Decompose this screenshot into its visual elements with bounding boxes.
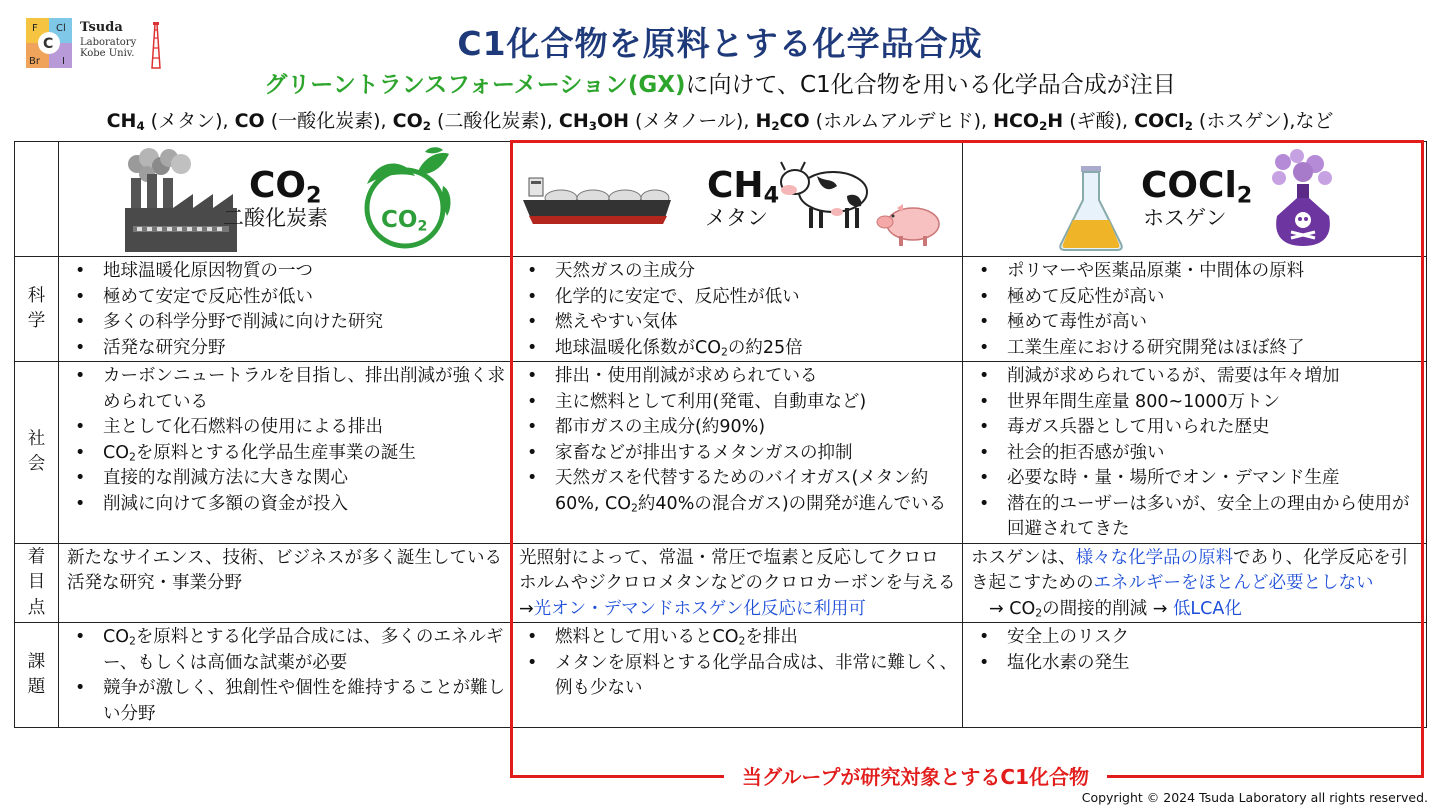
formula-sub: 2: [771, 118, 780, 133]
pig-icon: [875, 200, 945, 248]
cell-focus-co2: [59, 543, 511, 623]
row-society: [15, 362, 1427, 544]
cow-icon: [777, 152, 873, 232]
tile-i: I: [62, 56, 65, 67]
list-item: • 社会的拒否感が強い: [979, 441, 1422, 467]
list-item: • $CO_2$を原料とする化学品合成には、多くのエネルギー、もしくは高価な試薬が必要: [75, 625, 506, 676]
cell-issues-ch4: [511, 623, 963, 728]
logo-line2: Laboratory: [80, 37, 137, 48]
list-item: • 地球温暖化係数が$CO_2$の約25倍: [527, 336, 958, 362]
cell-issues-cocl2: [963, 623, 1427, 728]
formula-name: (一酸化炭素),: [264, 110, 393, 132]
list-item: • 天然ガスを代替するためのバイオガス(メタン約60%, $CO_2$約40%の混合ガス)の開発が進んでいる: [527, 466, 958, 517]
list-item: • 極めて安定で反応性が低い: [75, 285, 506, 311]
formula-sub: 3: [588, 118, 597, 133]
list-item: • 潜在的ユーザーは多いが、安全上の理由から使用が回避されてきた: [979, 492, 1422, 543]
list-item: • 直接的な削減方法に大きな関心: [75, 466, 506, 492]
formula-ch3oh: CH: [558, 110, 589, 132]
list-item: • 都市ガスの主成分(約90%): [527, 415, 958, 441]
formula-hco2h-tail: H: [1047, 110, 1064, 132]
column-header-cocl2: [963, 142, 1427, 257]
focus-cocl2-highlight-3: 低LCA化: [1172, 598, 1242, 619]
list-item: • 地球温暖化原因物質の一つ: [75, 259, 506, 285]
formula-ch4: CH: [106, 110, 137, 132]
list-item: • 主として化石燃料の使用による排出: [75, 415, 506, 441]
list-item: • メタンを原料とする化学品合成は、非常に難しく、例も少ない: [527, 651, 958, 702]
list-item: • 家畜などが排出するメタンガスの抑制: [527, 441, 958, 467]
formula-sub: 2: [1184, 118, 1193, 133]
formula-name: (ギ酸),: [1063, 110, 1135, 132]
cell-science-co2: [59, 257, 511, 362]
list-item: • 極めて反応性が高い: [979, 285, 1422, 311]
focus-ch4-highlight: 光オン・デマンドホスゲン化反応に利用可: [533, 598, 866, 619]
tile-f: F: [32, 23, 38, 34]
column-header-ch4: [511, 142, 963, 257]
cell-issues-co2: [59, 623, 511, 728]
cell-society-co2: [59, 362, 511, 544]
cell-focus-ch4: [511, 543, 963, 623]
cell-focus-cocl2: [963, 543, 1427, 623]
list-item: • 燃えやすい気体: [527, 310, 958, 336]
list-item: • 必要な時・量・場所でオン・デマンド生産: [979, 466, 1422, 492]
comparison-table: [14, 141, 1427, 728]
cell-science-ch4: [511, 257, 963, 362]
list-item: • 極めて毒性が高い: [979, 310, 1422, 336]
co2-badge-text: $CO_2$: [381, 207, 428, 235]
list-item: • ポリマーや医薬品原薬・中間体の原料: [979, 259, 1422, 285]
lng-tanker-icon: [521, 174, 673, 230]
formula-sub: 4: [136, 118, 145, 133]
row-label-science: 科 学: [15, 257, 59, 362]
row-focus: [15, 543, 1427, 623]
list-item: • $CO_2$を原料とする化学品生産事業の誕生: [75, 441, 506, 467]
row-science: [15, 257, 1427, 362]
cell-society-ch4: [511, 362, 963, 544]
formula-name: (メタノール),: [629, 110, 756, 132]
list-item: • カーボンニュートラルを目指し、排出削減が強く求められている: [75, 364, 506, 415]
corner-cell: [15, 142, 59, 257]
formula-hco2h: HCO: [993, 110, 1040, 132]
formula-sub: 2: [422, 118, 431, 133]
list-item: • 安全上のリスク: [979, 625, 1422, 651]
cell-society-cocl2: [963, 362, 1427, 544]
formula-h2co: H: [755, 110, 772, 132]
focus-co2-text: 新たなサイエンス、技術、ビジネスが多く誕生している活発な研究・事業分野: [67, 547, 503, 593]
focus-cocl2-text: ホスゲンは、様々な化学品の原料であり、化学反応を引き起こすためのエネルギーをほとんど必要としない → $CO_2$の間接的削減 → 低LCA化: [971, 547, 1409, 620]
list-item: • 世界年間生産量 800~1000万トン: [979, 390, 1422, 416]
table-header-row: [15, 142, 1427, 257]
formula-co2: CO: [392, 110, 423, 132]
flask-icon: [1057, 164, 1125, 252]
formula-name: (ホスゲン),など: [1192, 110, 1334, 132]
co2-formula: $CO_2$: [249, 165, 322, 209]
list-item: • 主に燃料として利用(発電、自動車など): [527, 390, 958, 416]
list-item: • 工業生産における研究開発はほぼ終了: [979, 336, 1422, 362]
row-issues: [15, 623, 1427, 728]
formula-sub: 2: [1039, 118, 1048, 133]
cell-science-cocl2: [963, 257, 1427, 362]
co2-name: 二酸化炭素: [223, 206, 328, 230]
copyright-notice: Copyright © 2024 Tsuda Laboratory all rights reserved.: [1081, 790, 1428, 805]
focus-cocl2-highlight-1: 様々な化学品の原料: [1075, 547, 1234, 568]
formula-name: (ホルムアルデヒド),: [809, 110, 994, 132]
formula-name: (二酸化炭素),: [430, 110, 559, 132]
factory-icon: [117, 148, 237, 252]
row-label-focus: 着 目 点: [15, 543, 59, 623]
formula-co: CO: [234, 110, 265, 132]
list-item: • 多くの科学分野で削減に向けた研究: [75, 310, 506, 336]
list-item: • 毒ガス兵器として用いられた歴史: [979, 415, 1422, 441]
list-item: • 燃料として用いると$CO_2$を排出: [527, 625, 958, 651]
row-label-society: 社 会: [15, 362, 59, 544]
cocl2-formula: COCl$_2$: [1141, 165, 1253, 209]
tile-br: Br: [29, 56, 40, 67]
subtitle-gx: グリーントランスフォーメーション(GX): [264, 72, 686, 98]
list-item: • 塩化水素の発生: [979, 651, 1422, 677]
list-item: • 削減が求められているが、需要は年々増加: [979, 364, 1422, 390]
logo-line1: Tsuda: [80, 20, 123, 35]
tile-cl: Cl: [56, 23, 66, 34]
c1-compound-list: [0, 106, 1440, 133]
list-item: • 化学的に安定で、反応性が低い: [527, 285, 958, 311]
formula-ch3oh-tail: OH: [596, 110, 629, 132]
formula-h2co-tail: CO: [779, 110, 810, 132]
formula-name: (メタン),: [144, 110, 235, 132]
poison-bottle-icon: [1263, 148, 1343, 248]
column-header-co2: [59, 142, 511, 257]
ch4-name: メタン: [705, 206, 768, 230]
tile-c: C: [43, 36, 54, 52]
list-item: • 削減に向けて多額の資金が投入: [75, 492, 506, 518]
subtitle: [0, 66, 1440, 99]
list-item: • 天然ガスの主成分: [527, 259, 958, 285]
list-item: • 排出・使用削減が求められている: [527, 364, 958, 390]
row-label-issues: 課 題: [15, 623, 59, 728]
focus-cocl2-highlight-2: エネルギーをほとんど必要としない: [1093, 573, 1374, 593]
cocl2-name: ホスゲン: [1143, 206, 1227, 230]
ch4-formula: $CH_4$: [707, 165, 780, 209]
focus-ch4-text: 光照射によって、常温・常圧で塩素と反応してクロロホルムやジクロロメタンなどのクロロカーボンを与える →光オン・デマンドホスゲン化反応に利用可: [519, 547, 956, 619]
list-item: • 競争が激しく、独創性や個性を維持することが難しい分野: [75, 676, 506, 727]
formula-cocl2: COCl: [1134, 110, 1185, 132]
page-title: C1化合物を原料とする化学品合成: [457, 24, 983, 63]
research-focus-label: 当グループが研究対象とするC1化合物: [724, 761, 1107, 790]
subtitle-rest: に向けて、C1化合物を用いる化学品合成が注目: [685, 72, 1176, 98]
logo-line3: Kobe Univ.: [80, 48, 135, 59]
list-item: • 活発な研究分野: [75, 336, 506, 362]
